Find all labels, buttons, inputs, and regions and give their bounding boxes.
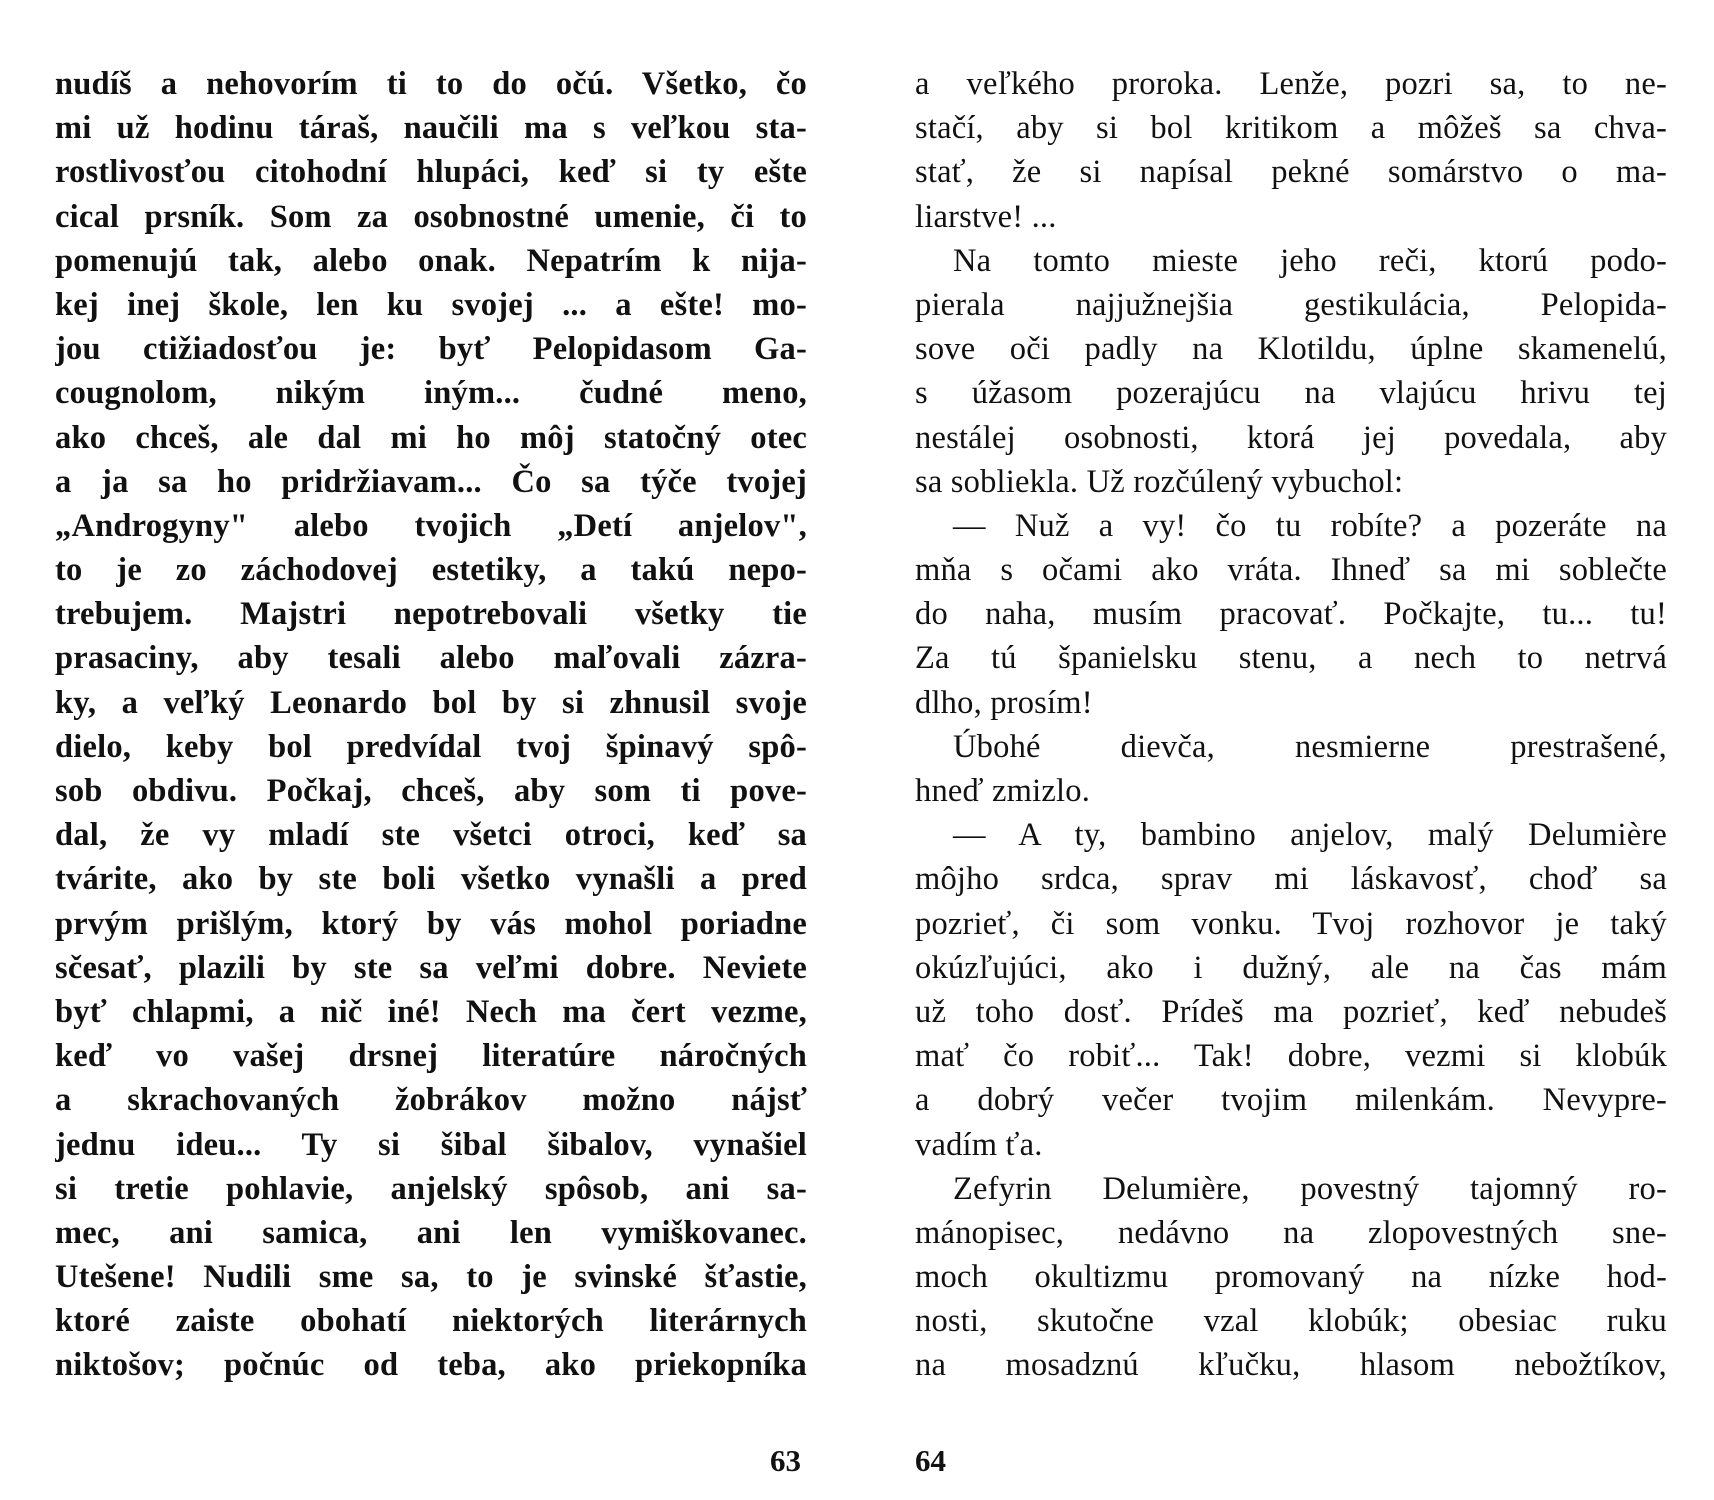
text-line: to je zo záchodovej estetiky, a takú nepo- — [55, 552, 807, 589]
text-line: môjho srdca, sprav mi láskavosť, choď sa — [915, 861, 1667, 898]
text-line: dal, že vy mladí ste všetci otroci, keď sa — [55, 817, 807, 854]
text-line: sa sobliekla. Už rozčúlený vybuchol: — [915, 463, 1404, 500]
text-line: a ja sa ho pridržiavam... Čo sa týče tvojej — [55, 463, 807, 500]
text-line: pozrieť, či som vonku. Tvoj rozhovor je taký — [915, 905, 1667, 942]
text-line: rostlivosťou citohodní hlupáci, keď si ty ešte — [55, 154, 807, 191]
text-line: Úbohé dievča, nesmierne prestrašené, — [953, 728, 1667, 765]
text-line: „Androgyny" alebo tvojich „Detí anjelov", — [55, 507, 807, 544]
text-line: jou ctižiadosťou je: byť Pelopidasom Ga- — [55, 331, 807, 368]
text-line: Za tú španielsku stenu, a nech to netrvá — [915, 640, 1667, 677]
text-line: dielo, keby bol predvídal tvoj špinavý spô- — [55, 728, 807, 765]
text-line: Zefyrin Delumière, povestný tajomný ro- — [953, 1170, 1667, 1207]
text-line: niktošov; počnúc od teba, ako priekopníka — [55, 1347, 807, 1384]
text-line: tvárite, ako by ste boli všetko vynašli a pred — [55, 861, 807, 898]
text-line: mňa s očami ako vráta. Ihneď sa mi soblečte — [915, 552, 1667, 589]
text-line: cical prsník. Som za osobnostné umenie, či to — [55, 198, 807, 235]
text-line: byť chlapmi, a nič iné! Nech ma čert vezme, — [55, 993, 807, 1030]
text-line: mánopisec, nedávno na zlopovestných sne- — [915, 1214, 1667, 1251]
text-line: moch okultizmu promovaný na nízke hod- — [915, 1259, 1667, 1296]
text-line: ktoré zaiste obohatí niektorých literárnych — [55, 1303, 807, 1340]
text-line: hneď zmizlo. — [915, 773, 1091, 809]
text-line: a veľkého proroka. Lenže, pozri sa, to ne- — [915, 66, 1667, 102]
text-line: prasaciny, aby tesali alebo maľovali zázra- — [55, 640, 807, 677]
text-line: a skrachovaných žobrákov možno nájsť — [55, 1082, 807, 1119]
page-number: 63 — [770, 1443, 801, 1478]
page-number: 64 — [915, 1443, 946, 1478]
text-line: — Nuž a vy! čo tu robíte? a pozeráte na — [953, 507, 1667, 544]
text-line: dlho, prosím! — [915, 684, 1093, 721]
text-line: — A ty, bambino anjelov, malý Delumière — [953, 817, 1667, 854]
text-line: trebujem. Majstri nepotrebovali všetky tie — [55, 596, 807, 633]
text-line: ky, a veľký Leonardo bol by si zhnusil svoje — [55, 684, 807, 721]
text-line: mi už hodinu tárаš, naučili ma s veľkou sta- — [55, 110, 807, 147]
text-line: s úžasom pozerajúcu na vlajúcu hrivu tej — [915, 375, 1667, 412]
text-line: na mosadznú kľučku, hlasom nebožtíkov, — [915, 1347, 1667, 1384]
text-line: sove oči padly na Klotildu, úplne skamenelú, — [915, 331, 1667, 368]
text-line: Utešene! Nudili sme sa, to je svinské šťastie, — [55, 1259, 807, 1296]
text-line: liarstve! ... — [915, 198, 1057, 235]
text-line: sob obdivu. Počkaj, chceš, aby som ti pove- — [55, 773, 807, 809]
text-line: okúzľujúci, ako i dužný, ale na čas mám — [915, 949, 1667, 986]
text-line: ako chceš, ale dal mi ho môj statočný otec — [55, 419, 807, 456]
text-line: nosti, skutočne vzal klobúk; obesiac ruku — [915, 1303, 1667, 1340]
text-line: cougnolom, nikým iným... čudné meno, — [55, 375, 807, 412]
text-line: mec, ani samica, ani len vymiškovanec. — [55, 1214, 807, 1251]
text-line: už toho dosť. Prídeš ma pozrieť, keď nebudeš — [915, 993, 1667, 1030]
text-line: vadím ťa. — [915, 1126, 1043, 1163]
text-line: pomenujú tak, alebo onak. Nepatrím k nija- — [55, 242, 807, 279]
text-line: a dobrý večer tvojim milenkám. Nevypre- — [915, 1082, 1667, 1119]
text-line: prvým prišlým, ktorý by vás mohol poriadne — [55, 905, 807, 942]
text-line: keď vo vašej drsnej literatúre náročných — [55, 1038, 807, 1075]
text-line: si tretie pohlavie, anjelský spôsob, ani sa- — [55, 1170, 807, 1207]
text-line: stať, že si napísal pekné somárstvo o ma- — [915, 154, 1667, 191]
right-page — [857, 0, 1714, 1500]
text-line: Na tomto mieste jeho reči, ktorú podo- — [953, 242, 1667, 279]
text-line: nestálej osobnosti, ktorá jej povedala, aby — [915, 419, 1667, 456]
text-line: pierala najjužnejšia gestikulácia, Pelopida- — [915, 286, 1667, 323]
text-line: kej inej škole, len ku svojej ... a ešte! mo- — [55, 286, 807, 323]
text-line: mať čo robiť... Tak! dobre, vezmi si klobúk — [915, 1038, 1667, 1075]
right-page-text — [915, 62, 1667, 1388]
left-page-text — [55, 62, 807, 1388]
text-line: do naha, musím pracovať. Počkajte, tu... tu! — [915, 596, 1667, 633]
text-line: stačí, aby si bol kritikom a môžeš sa chva- — [915, 110, 1667, 147]
text-line: sčesať, plazili by ste sa veľmi dobre. Neviete — [55, 949, 807, 986]
text-line: nudíš a nehovorím ti to do očú. Všetko, čo — [55, 66, 807, 102]
text-line: jednu ideu... Ty si šibal šibalov, vynašiel — [55, 1126, 807, 1163]
